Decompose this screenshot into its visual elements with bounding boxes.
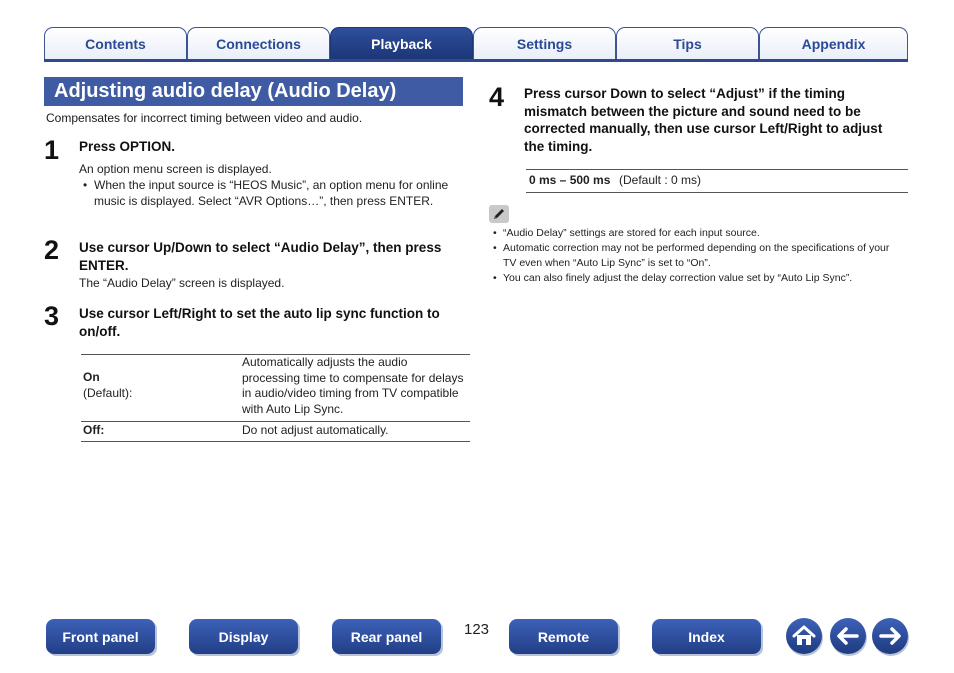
pencil-icon [489,205,509,223]
arrow-left-icon [830,618,866,654]
note-item-1: • “Audio Delay” settings are stored for each input source. [503,226,898,241]
tab-label: Settings [516,35,573,52]
tab-label: Appendix [801,35,866,52]
note-item-2: • Automatic correction may not be performed depending on the specifications of your TV even when “Auto Lip Sync” is set to “On”. [503,241,898,270]
option-on-label: On [83,370,100,384]
index-label: Index [688,628,725,645]
step-2-number: 2 [44,235,60,265]
step-4-text: Press cursor Down to select “Adjust” if the timing mismatch between the picture and sound need to be corrected manually, then use cursor Left/Right to adjust the timing. [524,86,883,154]
range-box [526,169,908,193]
note-item-3: • You can also finely adjust the delay correction value set by “Auto Lip Sync”. [503,271,898,286]
tab-label: Contents [85,35,146,52]
tab-underline [44,59,908,62]
step-1-text: Press OPTION. [79,139,176,154]
rear-panel-label: Rear panel [350,628,423,645]
step-3-text: Use cursor Left/Right to set the auto lip sync function to on/off. [79,306,440,339]
step-1-bullet: • When the input source is “HEOS Music”, an option menu for online music is displayed. Select “AVR Options…”, then press ENTER. [94,178,454,209]
step-4-number: 4 [489,82,505,112]
table-mid-rule [81,421,470,422]
options-table [81,354,470,442]
range-default: (Default : 0 ms) [619,173,702,187]
front-panel-label: Front panel [62,628,139,645]
step-2-text: Use cursor Up/Down to select “Audio Delay”, then press ENTER. [79,240,442,273]
remote-label: Remote [537,628,590,645]
rear-panel-button[interactable] [332,619,441,654]
display-button[interactable] [189,619,298,654]
section-intro: Compensates for incorrect timing between video and audio. [46,111,363,125]
home-icon [786,618,822,654]
forward-button[interactable] [872,618,908,654]
page-number: 123 [464,621,490,638]
remote-button[interactable] [509,619,618,654]
tab-appendix[interactable] [759,27,908,59]
table-bottom-rule [81,441,470,442]
tab-contents[interactable] [44,27,187,59]
tab-settings[interactable] [473,27,616,59]
step-1-desc: An option menu screen is displayed. [79,162,272,176]
front-panel-button[interactable] [46,619,155,654]
tab-connections[interactable] [187,27,330,59]
range-value: 0 ms – 500 ms [529,173,611,187]
tab-playback[interactable] [330,27,473,59]
display-label: Display [218,628,269,645]
home-button[interactable] [786,618,822,654]
step-3-number: 3 [44,301,60,331]
tab-label: Playback [371,35,432,52]
step-1-number: 1 [44,135,60,165]
option-off-desc: Do not adjust automatically. [242,423,389,437]
option-off-label: Off: [83,423,105,437]
index-button[interactable] [652,619,761,654]
tab-tips[interactable] [616,27,759,59]
tab-label: Connections [216,35,301,52]
option-on-default: (Default): [83,386,133,400]
back-button[interactable] [830,618,866,654]
tab-label: Tips [673,35,702,52]
section-title: Adjusting audio delay (Audio Delay) [44,77,463,106]
arrow-right-icon [872,618,908,654]
step-2-desc: The “Audio Delay” screen is displayed. [79,276,285,290]
option-on-desc: Automatically adjusts the audio processing time to compensate for delays in audio/video timing from TV compatible with Auto Lip Sync. [242,355,464,416]
